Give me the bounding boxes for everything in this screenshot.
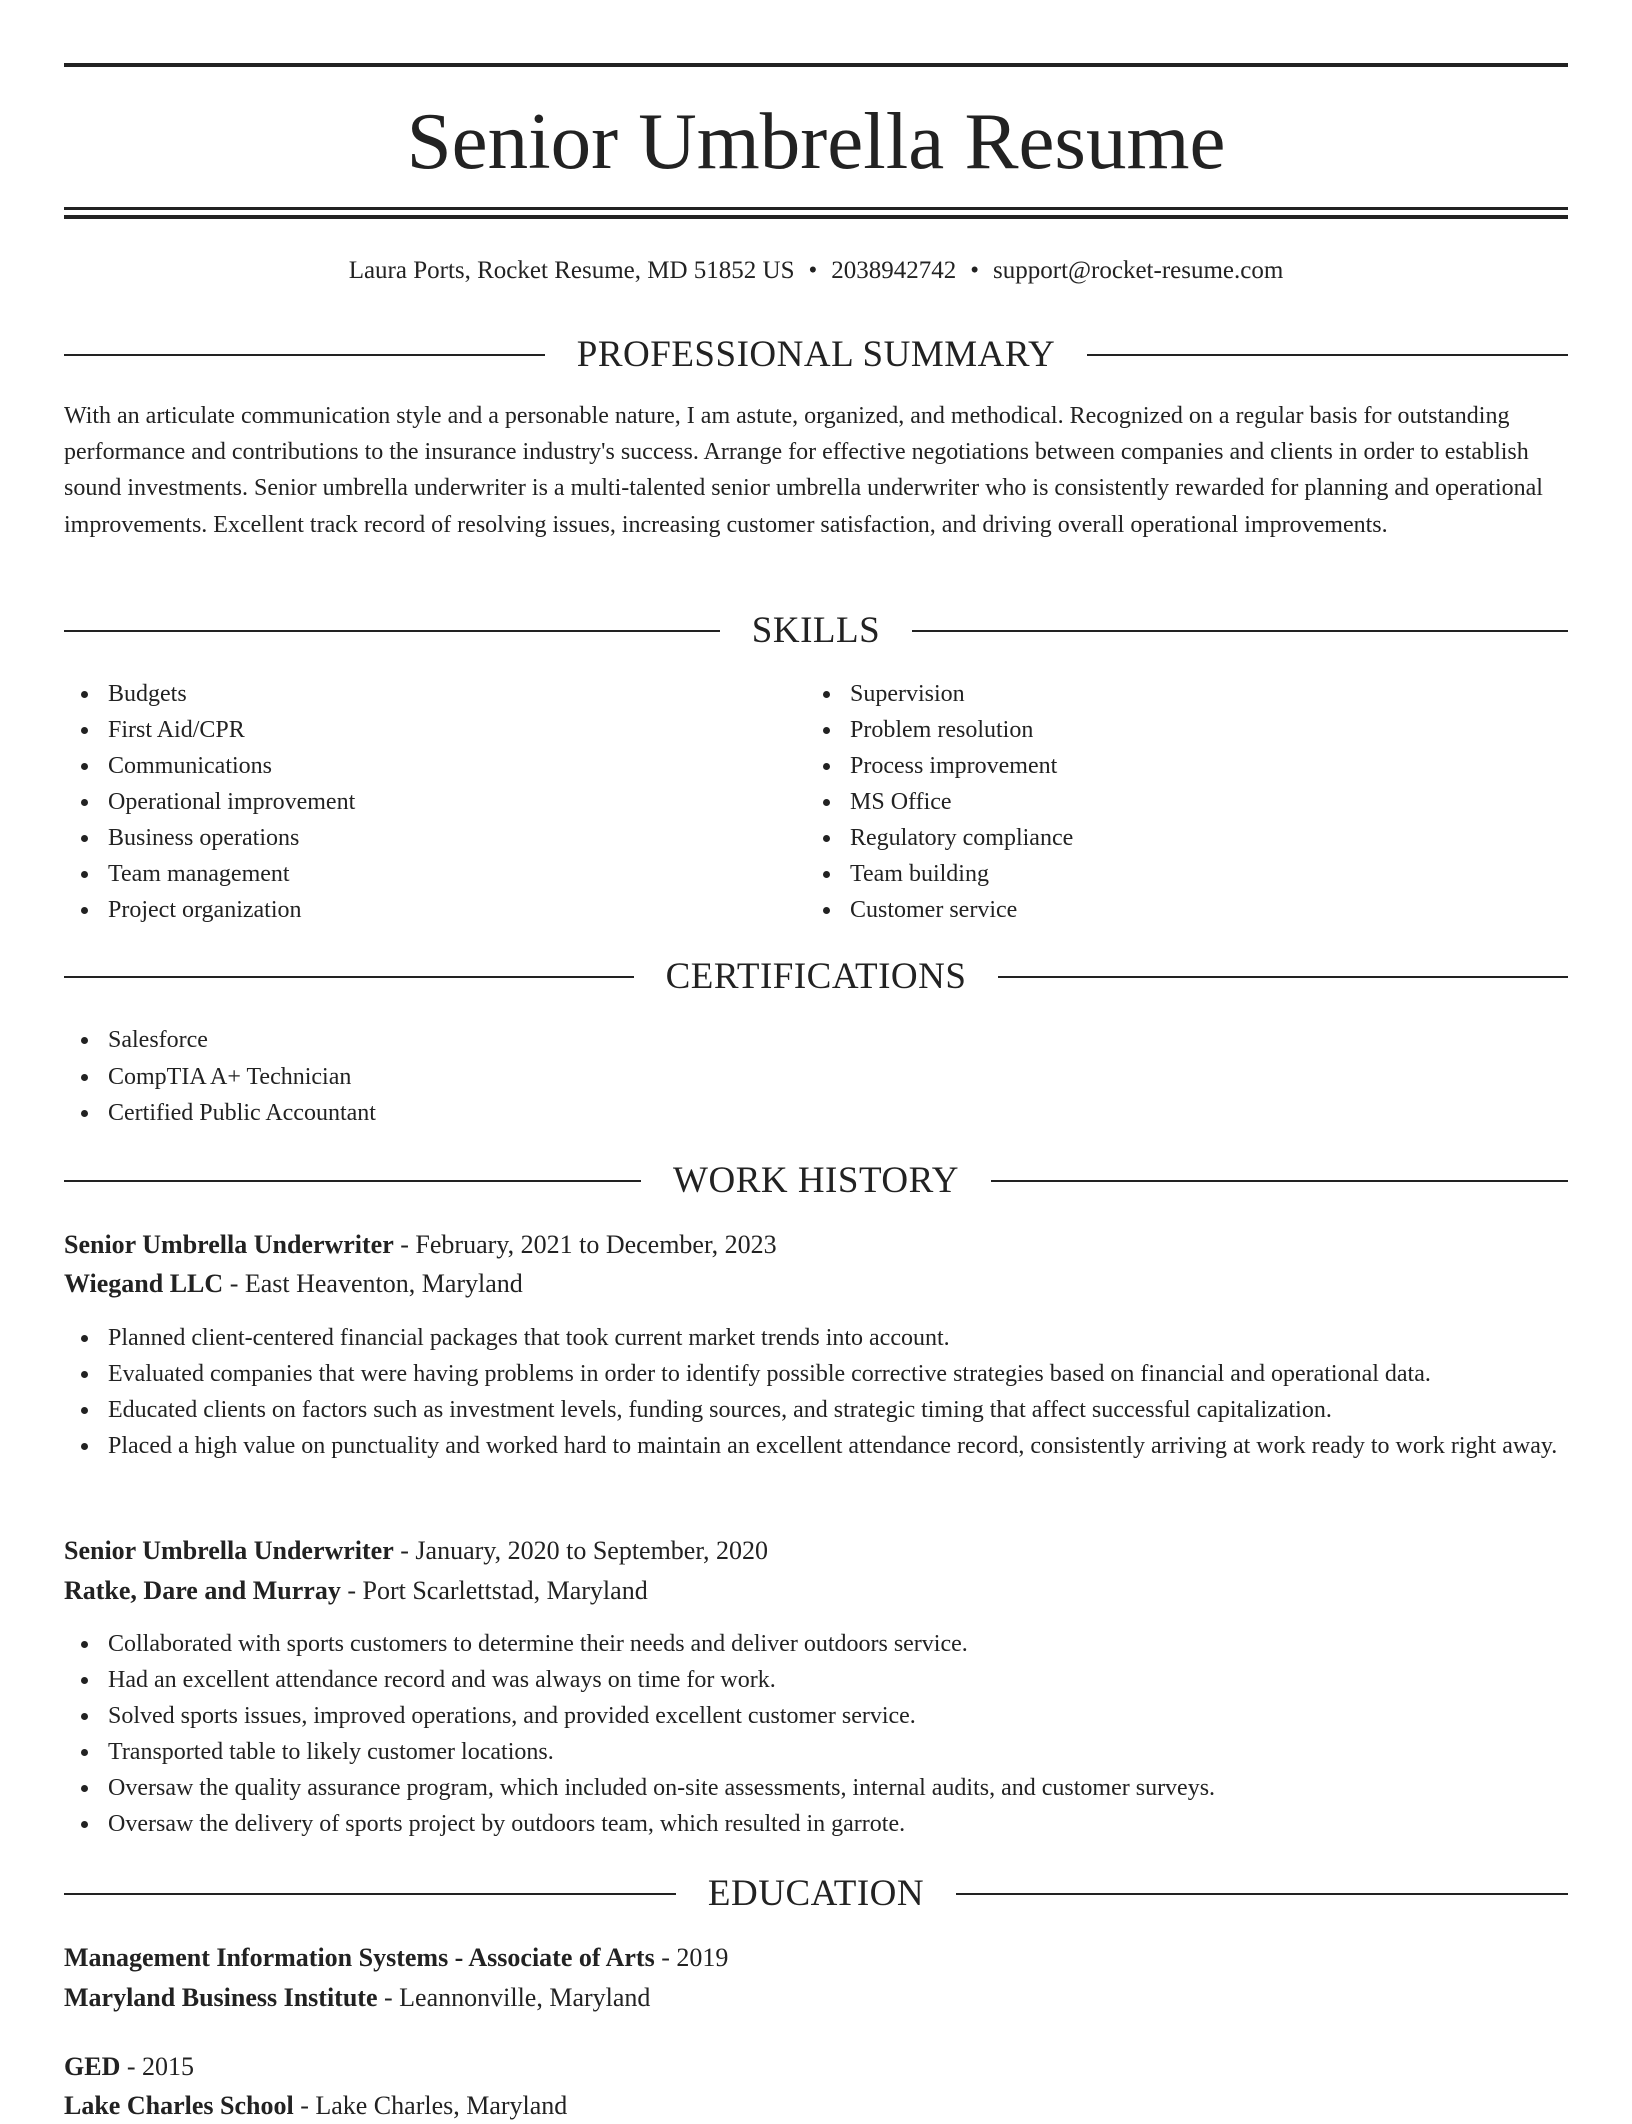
divider-line: [998, 976, 1568, 978]
section-header-work-history: [64, 1158, 1568, 1204]
section-title-certifications: CERTIFICATIONS: [665, 956, 967, 997]
contact-line: [64, 254, 1568, 288]
company-location: - Port Scarlettstad, Maryland: [340, 1576, 648, 1605]
list-item: Collaborated with sports customers to determine their needs and deliver outdoors service.: [64, 1626, 1568, 1662]
certifications-list: [64, 1022, 1568, 1131]
resume-title: Senior Umbrella Resume: [406, 96, 1226, 186]
header-double-rule-top: [64, 207, 1568, 210]
school-name: Maryland Business Institute: [64, 1983, 378, 2012]
school-name: Lake Charles School: [64, 2091, 294, 2120]
list-item: Oversaw the quality assurance program, which included on-site assessments, internal audits, and customer surveys.: [64, 1770, 1568, 1806]
degree-year: - 2019: [654, 1943, 729, 1972]
header-double-rule-bottom: [64, 215, 1568, 219]
section-title-skills: SKILLS: [751, 610, 881, 651]
contact-address: Laura Ports, Rocket Resume, MD 51852 US: [348, 257, 795, 284]
section-header-certifications: [64, 954, 1568, 1000]
contact-separator: •: [808, 257, 818, 284]
section-title-education: EDUCATION: [707, 1873, 925, 1914]
company-name: Wiegand LLC: [64, 1269, 224, 1298]
list-item: Customer service: [806, 892, 1566, 928]
summary-paragraph: With an articulate communication style and a personable nature, I am astute, organized, and methodical. Recognized on a regular basis for outstanding performance and contributions to the insurance industry's success. Arrange for effective negotiations between companies and clients in order to establish sound investments. Senior umbrella underwriter is a multi-talented senior umbrella underwriter who is consistently rewarded for planning and operational improvements. Excellent track record of resolving issues, increasing customer satisfaction, and driving overall operational improvements.: [64, 403, 1543, 538]
list-item: Team management: [64, 856, 764, 892]
list-item: Project organization: [64, 892, 764, 928]
list-item: Communications: [64, 748, 764, 784]
section-header-education: [64, 1871, 1568, 1917]
list-item: Evaluated companies that were having problems in order to identify possible corrective strategies based on financial and operational data.: [64, 1356, 1568, 1392]
school-line: [64, 2088, 1568, 2124]
list-item: Certified Public Accountant: [64, 1095, 1568, 1131]
section-title-summary: PROFESSIONAL SUMMARY: [576, 334, 1056, 375]
contact-phone: 2038942742: [831, 257, 957, 284]
contact-separator: •: [970, 257, 980, 284]
list-item: Salesforce: [64, 1022, 1568, 1058]
job-title: Senior Umbrella Underwriter: [64, 1536, 394, 1565]
divider-line: [1087, 354, 1568, 356]
skills-list-right: [806, 676, 1566, 928]
skills-list-left: [64, 676, 764, 928]
company-location: - East Heaventon, Maryland: [223, 1269, 523, 1298]
contact-email: support@rocket-resume.com: [993, 257, 1284, 284]
section-title-work-history: WORK HISTORY: [673, 1160, 959, 1201]
school-line: [64, 1980, 1568, 2016]
list-item: Operational improvement: [64, 784, 764, 820]
list-item: Problem resolution: [806, 712, 1566, 748]
job-duties-list: [64, 1320, 1568, 1464]
job-dates: - February, 2021 to December, 2023: [393, 1230, 777, 1259]
divider-line: [956, 1893, 1568, 1895]
list-item: Had an excellent attendance record and was always on time for work.: [64, 1662, 1568, 1698]
divider-line: [64, 630, 720, 632]
list-item: Educated clients on factors such as investment levels, funding sources, and strategic timing that affect successful capitalization.: [64, 1392, 1568, 1428]
degree-name: Management Information Systems - Associate of Arts: [64, 1943, 655, 1972]
job-duties-list: [64, 1626, 1568, 1842]
divider-line: [912, 630, 1568, 632]
header-top-rule: [64, 63, 1568, 67]
degree-name: GED: [64, 2052, 121, 2081]
list-item: Budgets: [64, 676, 764, 712]
school-location: - Lake Charles, Maryland: [293, 2091, 568, 2120]
list-item: Regulatory compliance: [806, 820, 1566, 856]
list-item: Placed a high value on punctuality and worked hard to maintain an excellent attendance record, consistently arriving at work ready to work right away.: [64, 1428, 1568, 1464]
section-header-summary: [64, 332, 1568, 378]
list-item: Oversaw the delivery of sports project by outdoors team, which resulted in garrote.: [64, 1806, 1568, 1842]
divider-line: [64, 1180, 641, 1182]
list-item: CompTIA A+ Technician: [64, 1059, 1568, 1095]
list-item: Business operations: [64, 820, 764, 856]
list-item: MS Office: [806, 784, 1566, 820]
school-location: - Leannonville, Maryland: [377, 1983, 651, 2012]
section-header-skills: [64, 608, 1568, 654]
divider-line: [64, 976, 634, 978]
list-item: Team building: [806, 856, 1566, 892]
degree-year: - 2015: [120, 2052, 195, 2081]
job-title: Senior Umbrella Underwriter: [64, 1230, 394, 1259]
divider-line: [991, 1180, 1568, 1182]
degree-line: [64, 1940, 1568, 1976]
divider-line: [64, 354, 545, 356]
list-item: Supervision: [806, 676, 1566, 712]
list-item: Process improvement: [806, 748, 1566, 784]
job-title-line: [64, 1533, 1568, 1569]
job-company-line: [64, 1266, 1568, 1302]
list-item: Transported table to likely customer locations.: [64, 1734, 1568, 1770]
job-company-line: [64, 1573, 1568, 1609]
divider-line: [64, 1893, 676, 1895]
list-item: Planned client-centered financial packages that took current market trends into account.: [64, 1320, 1568, 1356]
degree-line: [64, 2049, 1568, 2085]
company-name: Ratke, Dare and Murray: [64, 1576, 341, 1605]
job-dates: - January, 2020 to September, 2020: [393, 1536, 768, 1565]
list-item: First Aid/CPR: [64, 712, 764, 748]
list-item: Solved sports issues, improved operations, and provided excellent customer service.: [64, 1698, 1568, 1734]
job-title-line: [64, 1227, 1568, 1263]
